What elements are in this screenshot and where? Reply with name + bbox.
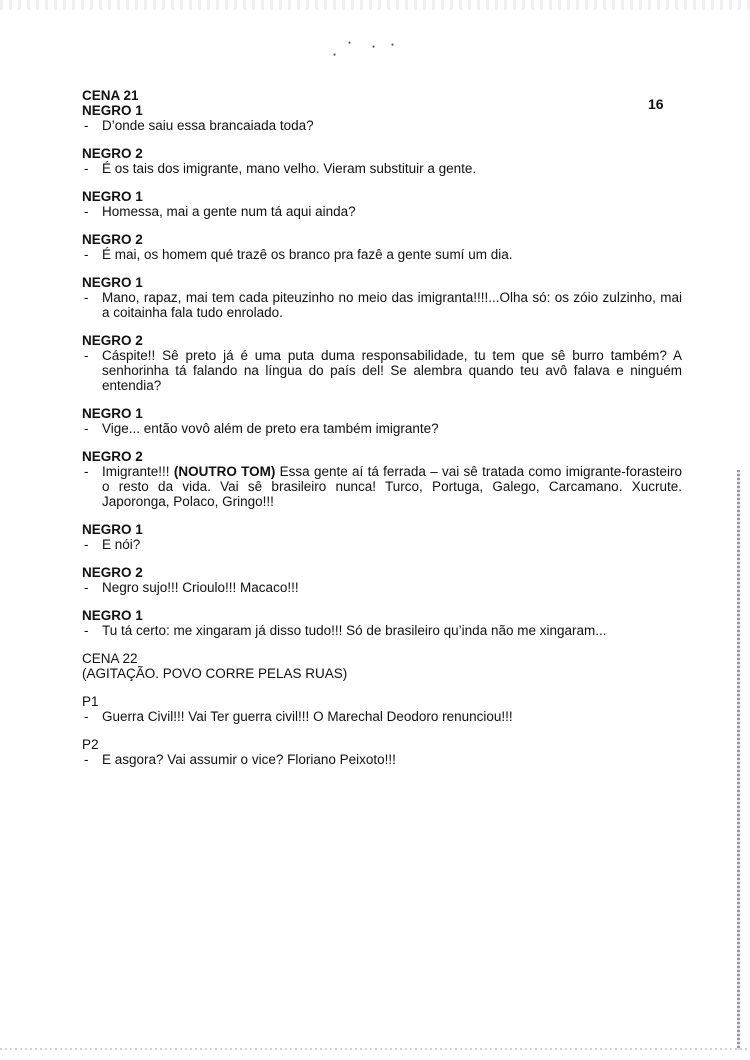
dialogue-line: - Homessa, mai a gente num tá aqui ainda? <box>82 204 682 219</box>
dialogue-block <box>82 406 682 436</box>
scan-speckle: ● <box>372 44 376 50</box>
character-name: NEGRO 1 <box>82 189 143 204</box>
character-name: P2 <box>82 737 99 752</box>
dialogue-line: - E nói? <box>82 537 682 552</box>
scan-artifact-top <box>0 0 750 10</box>
dialogue-line: - É mai, os homem qué trazê os branco pra fazê a gente sumí um dia. <box>82 247 682 262</box>
character-name: NEGRO 1 <box>82 275 143 290</box>
dialogue-line <box>82 464 682 509</box>
dialogue-block <box>82 232 682 262</box>
dialogue-block <box>82 103 682 133</box>
dialogue-block <box>82 608 682 638</box>
scan-artifact-right-edge <box>737 470 740 1050</box>
scene-heading: CENA 22 <box>82 651 138 666</box>
scan-speckle: ● <box>391 42 395 48</box>
scene-heading: CENA 21 <box>82 88 139 103</box>
dialogue-line: - Cáspite!! Sê preto já é uma puta duma responsabilidade, tu tem que sê burro também? A senhorinha tá falando na língua do país del! Se alembra quando teu avô falava e ninguém entendia? <box>82 348 682 393</box>
dialogue-block <box>82 333 682 393</box>
stage-direction: (AGITAÇÃO. POVO CORRE PELAS RUAS) <box>82 666 348 681</box>
dialogue-text: Essa gente aí tá ferrada – vai sê tratada como imigrante-forasteiro o resto da vida. Vai sê brasileiro nunca! Turco, Portuga, Galego, Carcamano. Xucrute. Japoronga, Polaco, Gringo!!! <box>102 464 682 509</box>
character-name: NEGRO 2 <box>82 333 143 348</box>
character-name: NEGRO 2 <box>82 565 143 580</box>
dialogue-block <box>82 565 682 595</box>
character-name: NEGRO 2 <box>82 146 143 161</box>
character-name: NEGRO 2 <box>82 449 143 464</box>
script-text <box>82 88 682 776</box>
character-name: P1 <box>82 694 99 709</box>
character-name: NEGRO 1 <box>82 103 143 118</box>
dialogue-block <box>82 146 682 176</box>
dialogue-line: - Negro sujo!!! Crioulo!!! Macaco!!! <box>82 580 682 595</box>
dialogue-line: - Mano, rapaz, mai tem cada piteuzinho no meio das imigranta!!!!...Olha só: os zóio zulzinho, mai a coitainha fala tudo enrolado. <box>82 290 682 320</box>
dialogue-line: - Guerra Civil!!! Vai Ter guerra civil!!! O Marechal Deodoro renunciou!!! <box>82 709 682 724</box>
dialogue-block <box>82 449 682 509</box>
character-name: NEGRO 2 <box>82 232 143 247</box>
dialogue-line: - Tu tá certo: me xingaram já disso tudo!!! Só de brasileiro qu’inda não me xingaram... <box>82 623 682 638</box>
dialogue-block <box>82 275 682 320</box>
dialogue-line: - Vige... então vovô além de preto era também imigrante? <box>82 421 682 436</box>
page-number: 16 <box>648 96 664 112</box>
dialogue-line: - D’onde saiu essa brancaiada toda? <box>82 118 682 133</box>
dialogue-line: - É os tais dos imigrante, mano velho. Vieram substituir a gente. <box>82 161 682 176</box>
character-name: NEGRO 1 <box>82 406 143 421</box>
dialogue-block <box>82 737 682 767</box>
dialogue-block <box>82 189 682 219</box>
character-name: NEGRO 1 <box>82 522 143 537</box>
scan-speckle: ● <box>333 52 337 58</box>
dialogue-line: - E asgora? Vai assumir o vice? Floriano Peixoto!!! <box>82 752 682 767</box>
scan-speckle: ● <box>348 40 352 46</box>
dialogue-block <box>82 522 682 552</box>
stage-direction: (NOUTRO TOM) <box>173 464 276 479</box>
character-name: NEGRO 1 <box>82 608 143 623</box>
dialogue-text: Imigrante!!! <box>102 464 174 479</box>
scan-artifact-bottom <box>0 1048 750 1050</box>
dialogue-block <box>82 694 682 724</box>
